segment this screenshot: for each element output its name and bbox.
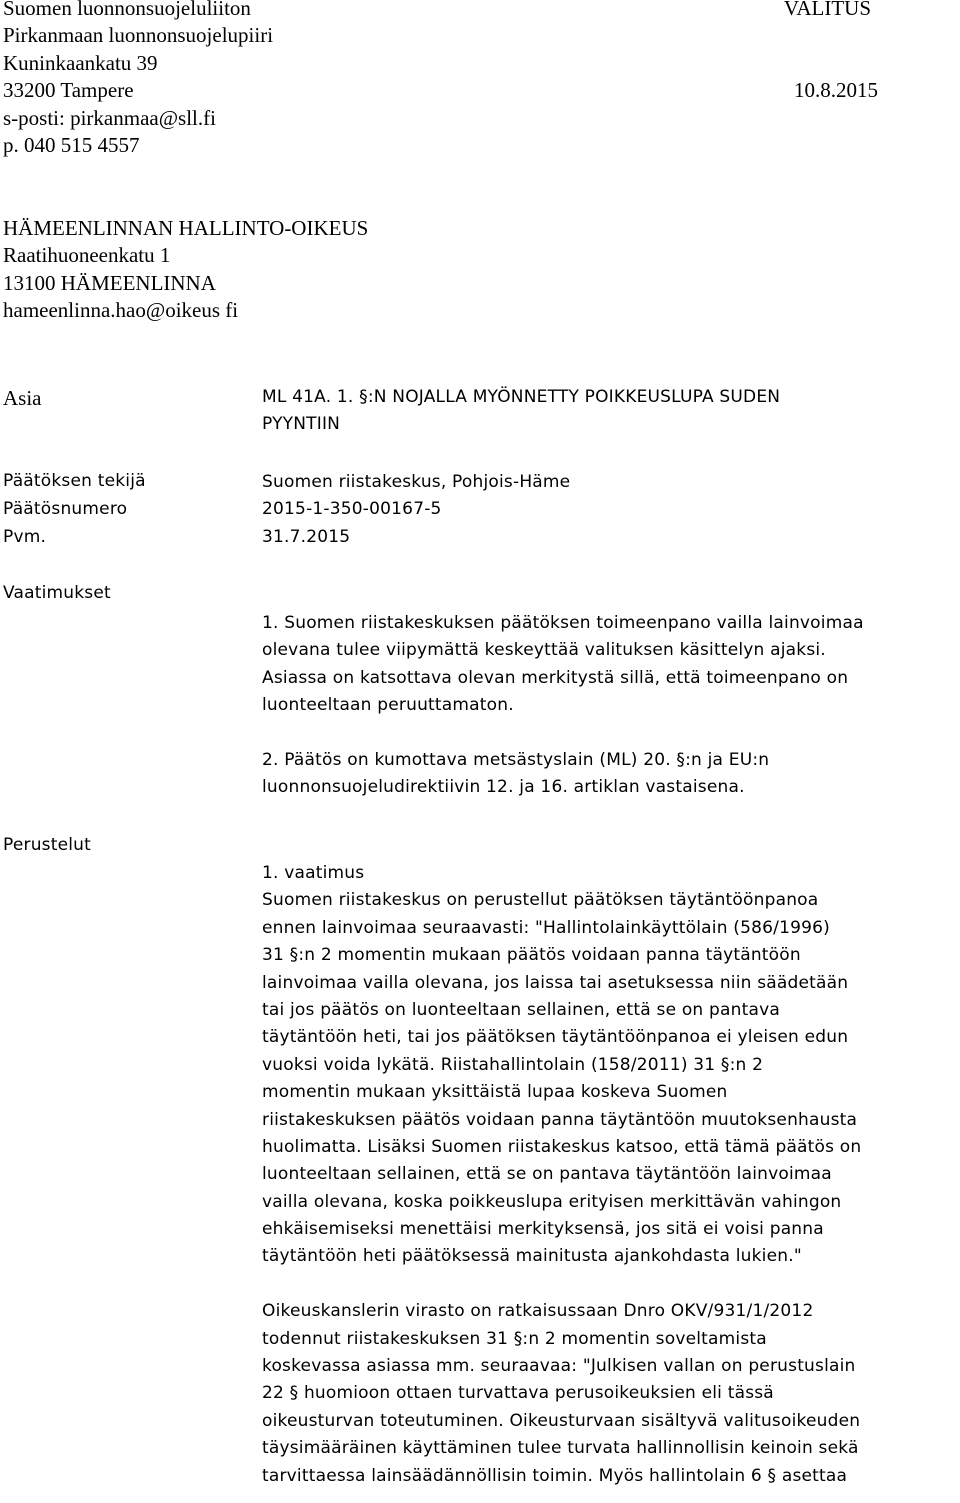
vaatimus-1-line: luonteeltaan peruuttamaton. [262,695,514,716]
sender-line: Suomen luonnonsuojeluliiton [3,0,251,20]
paragraph-gap [262,1271,861,1298]
perustelut-p1-line: vuoksi voida lykätä. Riistahallintolain (158/2011) 31 §:n 2 [262,1054,764,1075]
perustelut-p2-line: koskevassa asiassa mm. seuraavaa: "Julkisen vallan on perustuslain [262,1356,856,1377]
tekija-value: Suomen riistakeskus, Pohjois-Häme [262,472,571,492]
paatosnumero-label: Päätösnumero [3,499,128,519]
sender-email: s-posti: pirkanmaa@sll.fi [3,105,216,130]
sender-line: Kuninkaankatu 39 [3,50,158,75]
perustelut-p1-line: lainvoimaa vailla olevana, jos laissa tai asetuksessa niin säädetään [262,972,849,993]
sender-line: 33200 Tampere [3,78,134,103]
asia-line: ML 41A. 1. §:N NOJALLA MYÖNNETTY POIKKEUSLUPA SUDEN [262,387,781,407]
asia-line: PYYNTIIN [262,414,341,435]
vaatimus-2-line: luonnonsuojeludirektiivin 12. ja 16. artiklan vastaisena. [262,777,745,798]
sender-phone: p. 040 515 4557 [3,132,140,157]
asia-label: Asia [3,386,42,410]
perustelut-p1-line: 1. vaatimus [262,863,365,883]
paragraph-gap [262,720,864,747]
tekija-label: Päätöksen tekijä [3,471,146,491]
recipient-address [3,215,368,325]
vaatimus-1-line: 1. Suomen riistakeskuksen päätöksen toimeenpano vailla lainvoimaa [262,613,864,633]
pvm-value: 31.7.2015 [262,527,351,547]
perustelut-body [262,860,861,1490]
perustelut-p2-line: tarvittaessa lainsäädännöllisin toimin. Myös hallintolain 6 § asettaa [262,1465,848,1486]
perustelut-p1-line: Suomen riistakeskus on perustellut päätöksen täytäntöönpanoa [262,890,819,911]
perustelut-p1-line: ehkäisemiseksi menettäisi merkityksensä, jos sitä ei voisi panna [262,1219,824,1240]
paatosnumero-value: 2015-1-350-00167-5 [262,499,442,519]
recipient-line: HÄMEENLINNAN HALLINTO-OIKEUS [3,216,369,240]
recipient-line: 13100 HÄMEENLINNA [3,270,216,295]
perustelut-p1-line: täytäntöön heti, tai jos päätöksen täytäntöönpanoa ei yleisen edun [262,1027,849,1048]
perustelut-p2-line: 22 § huomioon ottaen turvattava perusoikeuksien eli tässä [262,1383,774,1404]
perustelut-p2-line: oikeusturvan toteutuminen. Oikeusturvaan sisältyvä valitusoikeuden [262,1410,861,1431]
perustelut-p1-line: huolimatta. Lisäksi Suomen riistakeskus katsoo, että tämä päätös on [262,1136,862,1157]
vaatimus-1-line: olevana tulee viipymättä keskeyttää valituksen käsittelyn ajaksi. [262,640,826,661]
perustelut-p1-line: riistakeskuksen päätös voidaan panna täytäntöön muutoksenhausta [262,1109,858,1130]
perustelut-p2-line: todennut riistakeskuksen 31 §:n 2 momentin soveltamista [262,1328,767,1349]
vaatimus-2-line: 2. Päätös on kumottava metsästyslain (ML) 20. §:n ja EU:n [262,749,770,770]
sender-line: Pirkanmaan luonnonsuojelupiiri [3,23,274,48]
perustelut-p1-line: täytäntöön heti päätöksessä mainitusta ajankohdasta lukien." [262,1246,802,1267]
perustelut-p1-line: ennen lainvoimaa seuraavasti: "Hallintolainkäyttölain (586/1996) [262,917,831,938]
vaatimus-1-line: Asiassa on katsottava olevan merkitystä sillä, että toimeenpano on [262,667,849,688]
perustelut-p1-line: momentin mukaan yksittäistä lupaa koskeva Suomen [262,1082,728,1103]
perustelut-p2-line: Oikeuskanslerin virasto on ratkaisussaan Dnro OKV/931/1/2012 [262,1301,814,1322]
perustelut-p1-line: 31 §:n 2 momentin mukaan päätös voidaan panna täytäntöön [262,945,801,966]
sender-address [3,0,273,159]
perustelut-heading: Perustelut [3,835,92,855]
document-type: VALITUS [783,0,871,20]
perustelut-p1-line: tai jos päätös on luonteeltaan sellainen, että se on pantava [262,999,780,1020]
perustelut-p1-line: vailla olevana, koska poikkeuslupa erityisen merkittävän vahingon [262,1191,842,1212]
pvm-label: Pvm. [3,527,47,547]
vaatimukset-heading: Vaatimukset [3,583,111,603]
perustelut-p2-line: täysimääräinen käyttäminen tulee turvata hallinnollisin keinoin sekä [262,1438,859,1459]
recipient-email: hameenlinna.hao@oikeus fi [3,298,239,323]
vaatimukset-body [262,610,864,802]
perustelut-p1-line: luonteeltaan sellainen, että se on pantava täytäntöön lainvoimaa [262,1164,832,1185]
recipient-line: Raatihuoneenkatu 1 [3,243,171,268]
document-date: 10.8.2015 [794,78,878,102]
asia-value [262,384,780,439]
